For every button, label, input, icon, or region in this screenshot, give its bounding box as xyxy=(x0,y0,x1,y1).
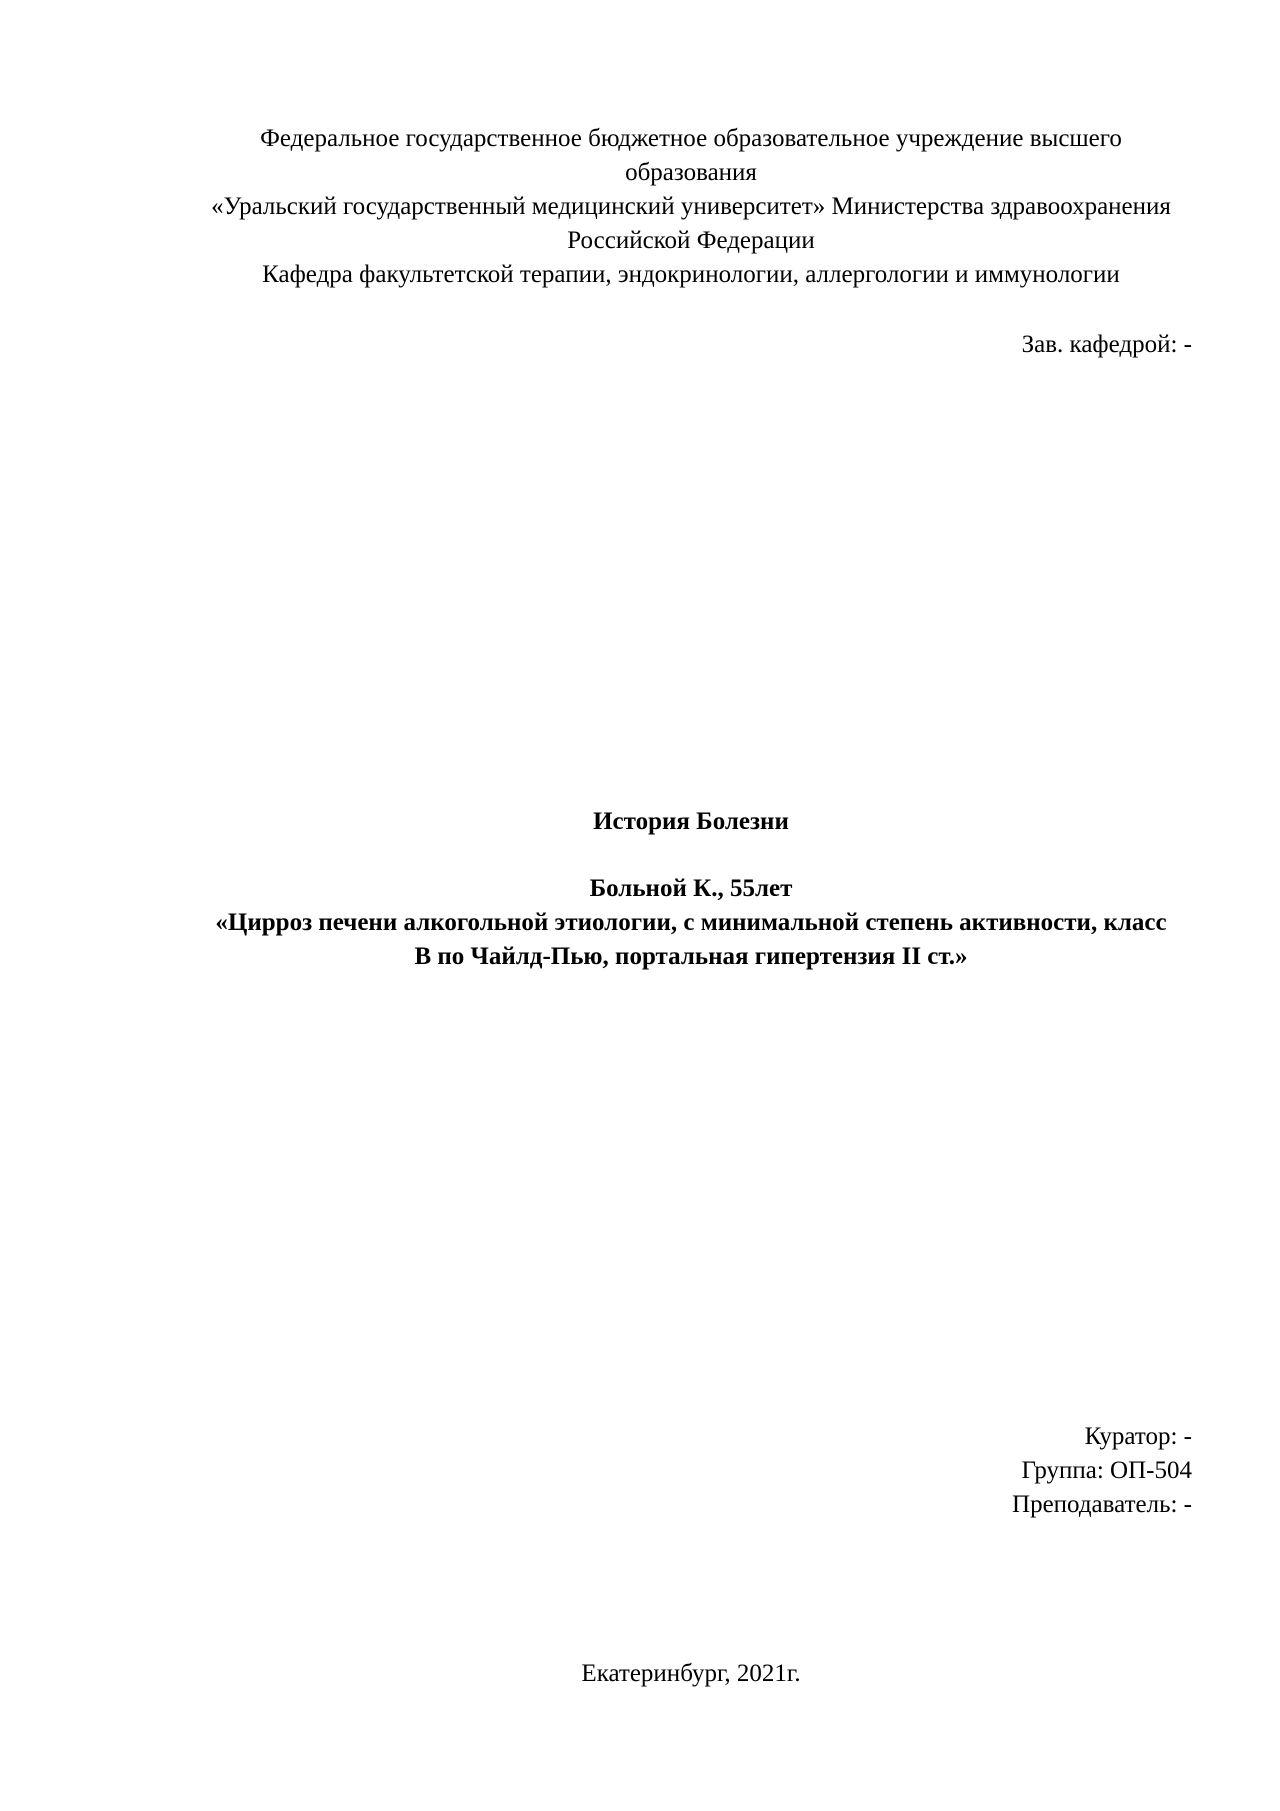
diagnosis-line-2: В по Чайлд-Пью, портальная гипертензия II ст.» xyxy=(414,943,968,970)
patient-diagnosis-block xyxy=(190,872,1192,974)
header-line-3: «Уральский государственный медицинский университет» Министерства здравоохранения xyxy=(211,193,1171,220)
head-of-department-label: Зав. кафедрой: - xyxy=(1021,331,1192,358)
footer xyxy=(190,1657,1192,1691)
document-title-block xyxy=(190,805,1192,839)
curator-label: Куратор: - xyxy=(1084,1423,1192,1450)
diagnosis-line-1: «Цирроз печени алкогольной этиологии, с минимальной степень активности, класс xyxy=(215,909,1167,936)
head-of-department xyxy=(190,328,1192,362)
department-name: Кафедра факультетской терапии, эндокринологии, аллергологии и иммунологии xyxy=(262,261,1120,288)
patient-name-age: Больной К., 55лет xyxy=(589,875,793,902)
document-title: История Болезни xyxy=(593,808,789,835)
teacher-label: Преподаватель: - xyxy=(1012,1491,1192,1518)
header-line-4: Российской Федерации xyxy=(567,227,815,254)
signatures-block xyxy=(190,1420,1192,1522)
header-line-2: образования xyxy=(625,159,757,186)
city-year: Екатеринбург, 2021г. xyxy=(581,1660,801,1687)
header-line-1: Федеральное государственное бюджетное образовательное учреждение высшего xyxy=(260,125,1122,152)
group-label: Группа: ОП-504 xyxy=(1021,1457,1192,1484)
institution-header xyxy=(190,122,1192,292)
